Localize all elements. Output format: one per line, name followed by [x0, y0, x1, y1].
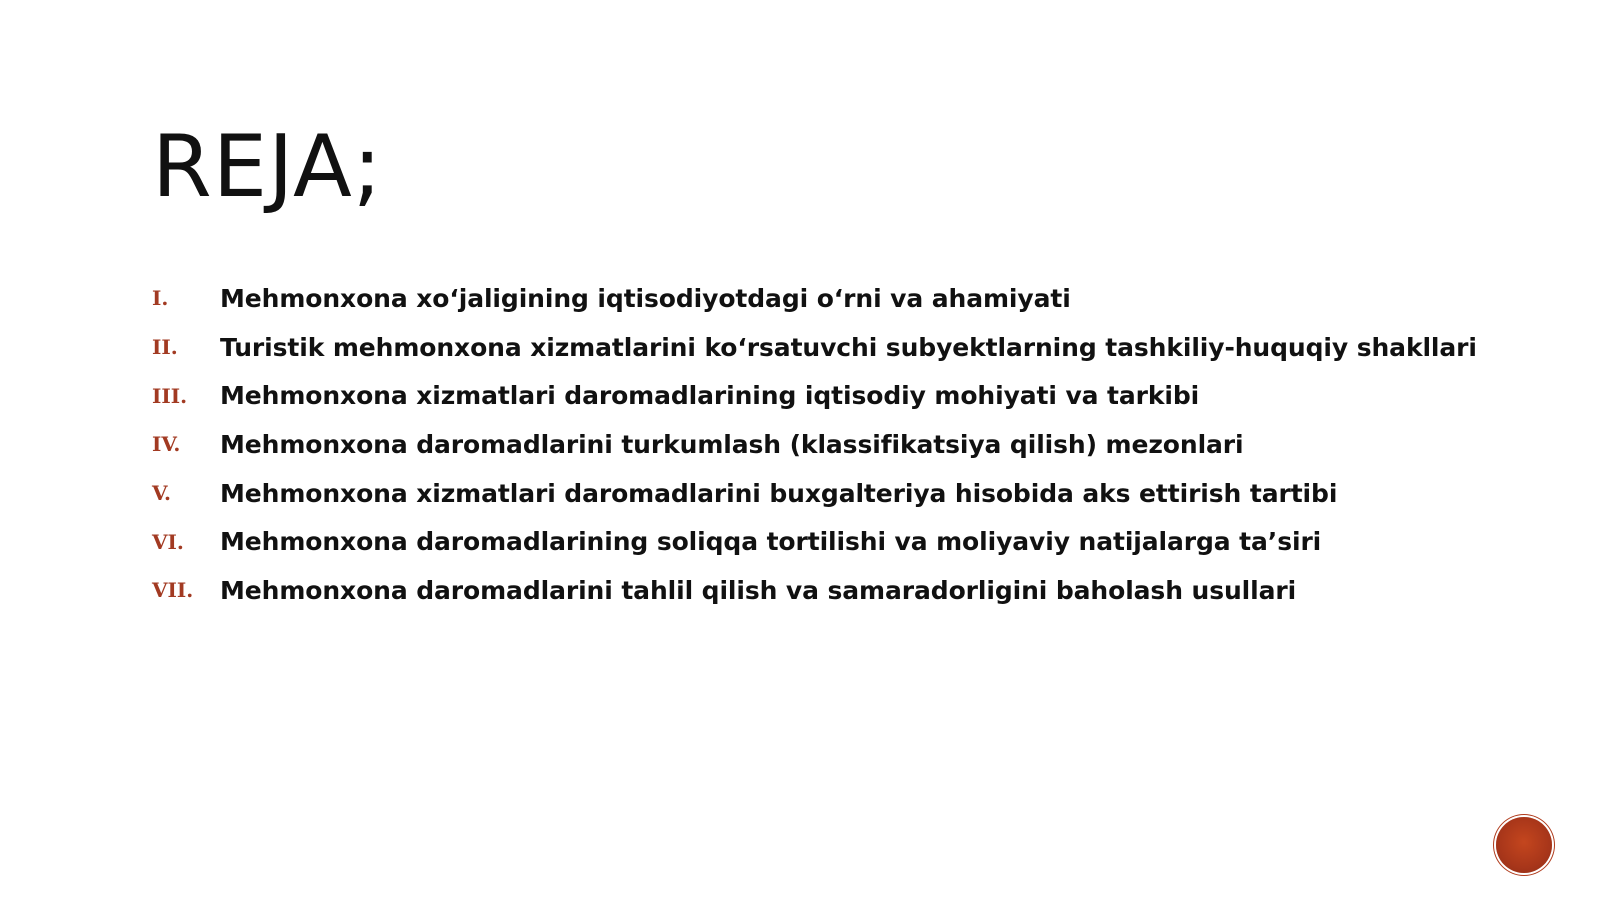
agenda-numeral: V.	[152, 481, 171, 506]
agenda-text: Turistik mehmonxona xizmatlarini ko‘rsatuvchi subyektlarning tashkiliy-huquqiy shakllari	[220, 332, 1477, 362]
agenda-text: Mehmonxona xizmatlari daromadlarining iqtisodiy mohiyati va tarkibi	[220, 381, 1200, 411]
agenda-numeral: II.	[152, 335, 178, 360]
agenda-text: Mehmonxona xizmatlari daromadlarini buxgalteriya hisobida aks ettirish tartibi	[220, 478, 1338, 508]
agenda-item-7	[152, 566, 1452, 615]
agenda-text: Mehmonxona daromadlarini tahlil qilish va samaradorligini baholash usullari	[220, 575, 1297, 605]
agenda-numeral: VII.	[152, 578, 194, 603]
agenda-numeral: I.	[152, 286, 169, 311]
agenda-item-3	[152, 371, 1452, 420]
slide-nav-button[interactable]	[1496, 817, 1552, 873]
agenda-list	[152, 274, 1477, 615]
agenda-text: Mehmonxona xo‘jaligining iqtisodiyotdagi o‘rni va ahamiyati	[220, 283, 1071, 313]
agenda-numeral: IV.	[152, 432, 181, 457]
agenda-item-6	[152, 517, 1452, 566]
agenda-item-4	[152, 420, 1452, 469]
agenda-text: Mehmonxona daromadlarining soliqqa tortilishi va moliyaviy natijalarga ta’siri	[220, 527, 1322, 557]
agenda-item-1	[152, 274, 1452, 323]
agenda-item-5	[152, 469, 1452, 518]
agenda-numeral: VI.	[152, 529, 184, 554]
agenda-numeral: III.	[152, 383, 188, 408]
agenda-text: Mehmonxona daromadlarini turkumlash (klassifikatsiya qilish) mezonlari	[220, 429, 1244, 459]
agenda-item-2	[152, 323, 1477, 372]
slide-title: REJA;	[152, 117, 383, 217]
